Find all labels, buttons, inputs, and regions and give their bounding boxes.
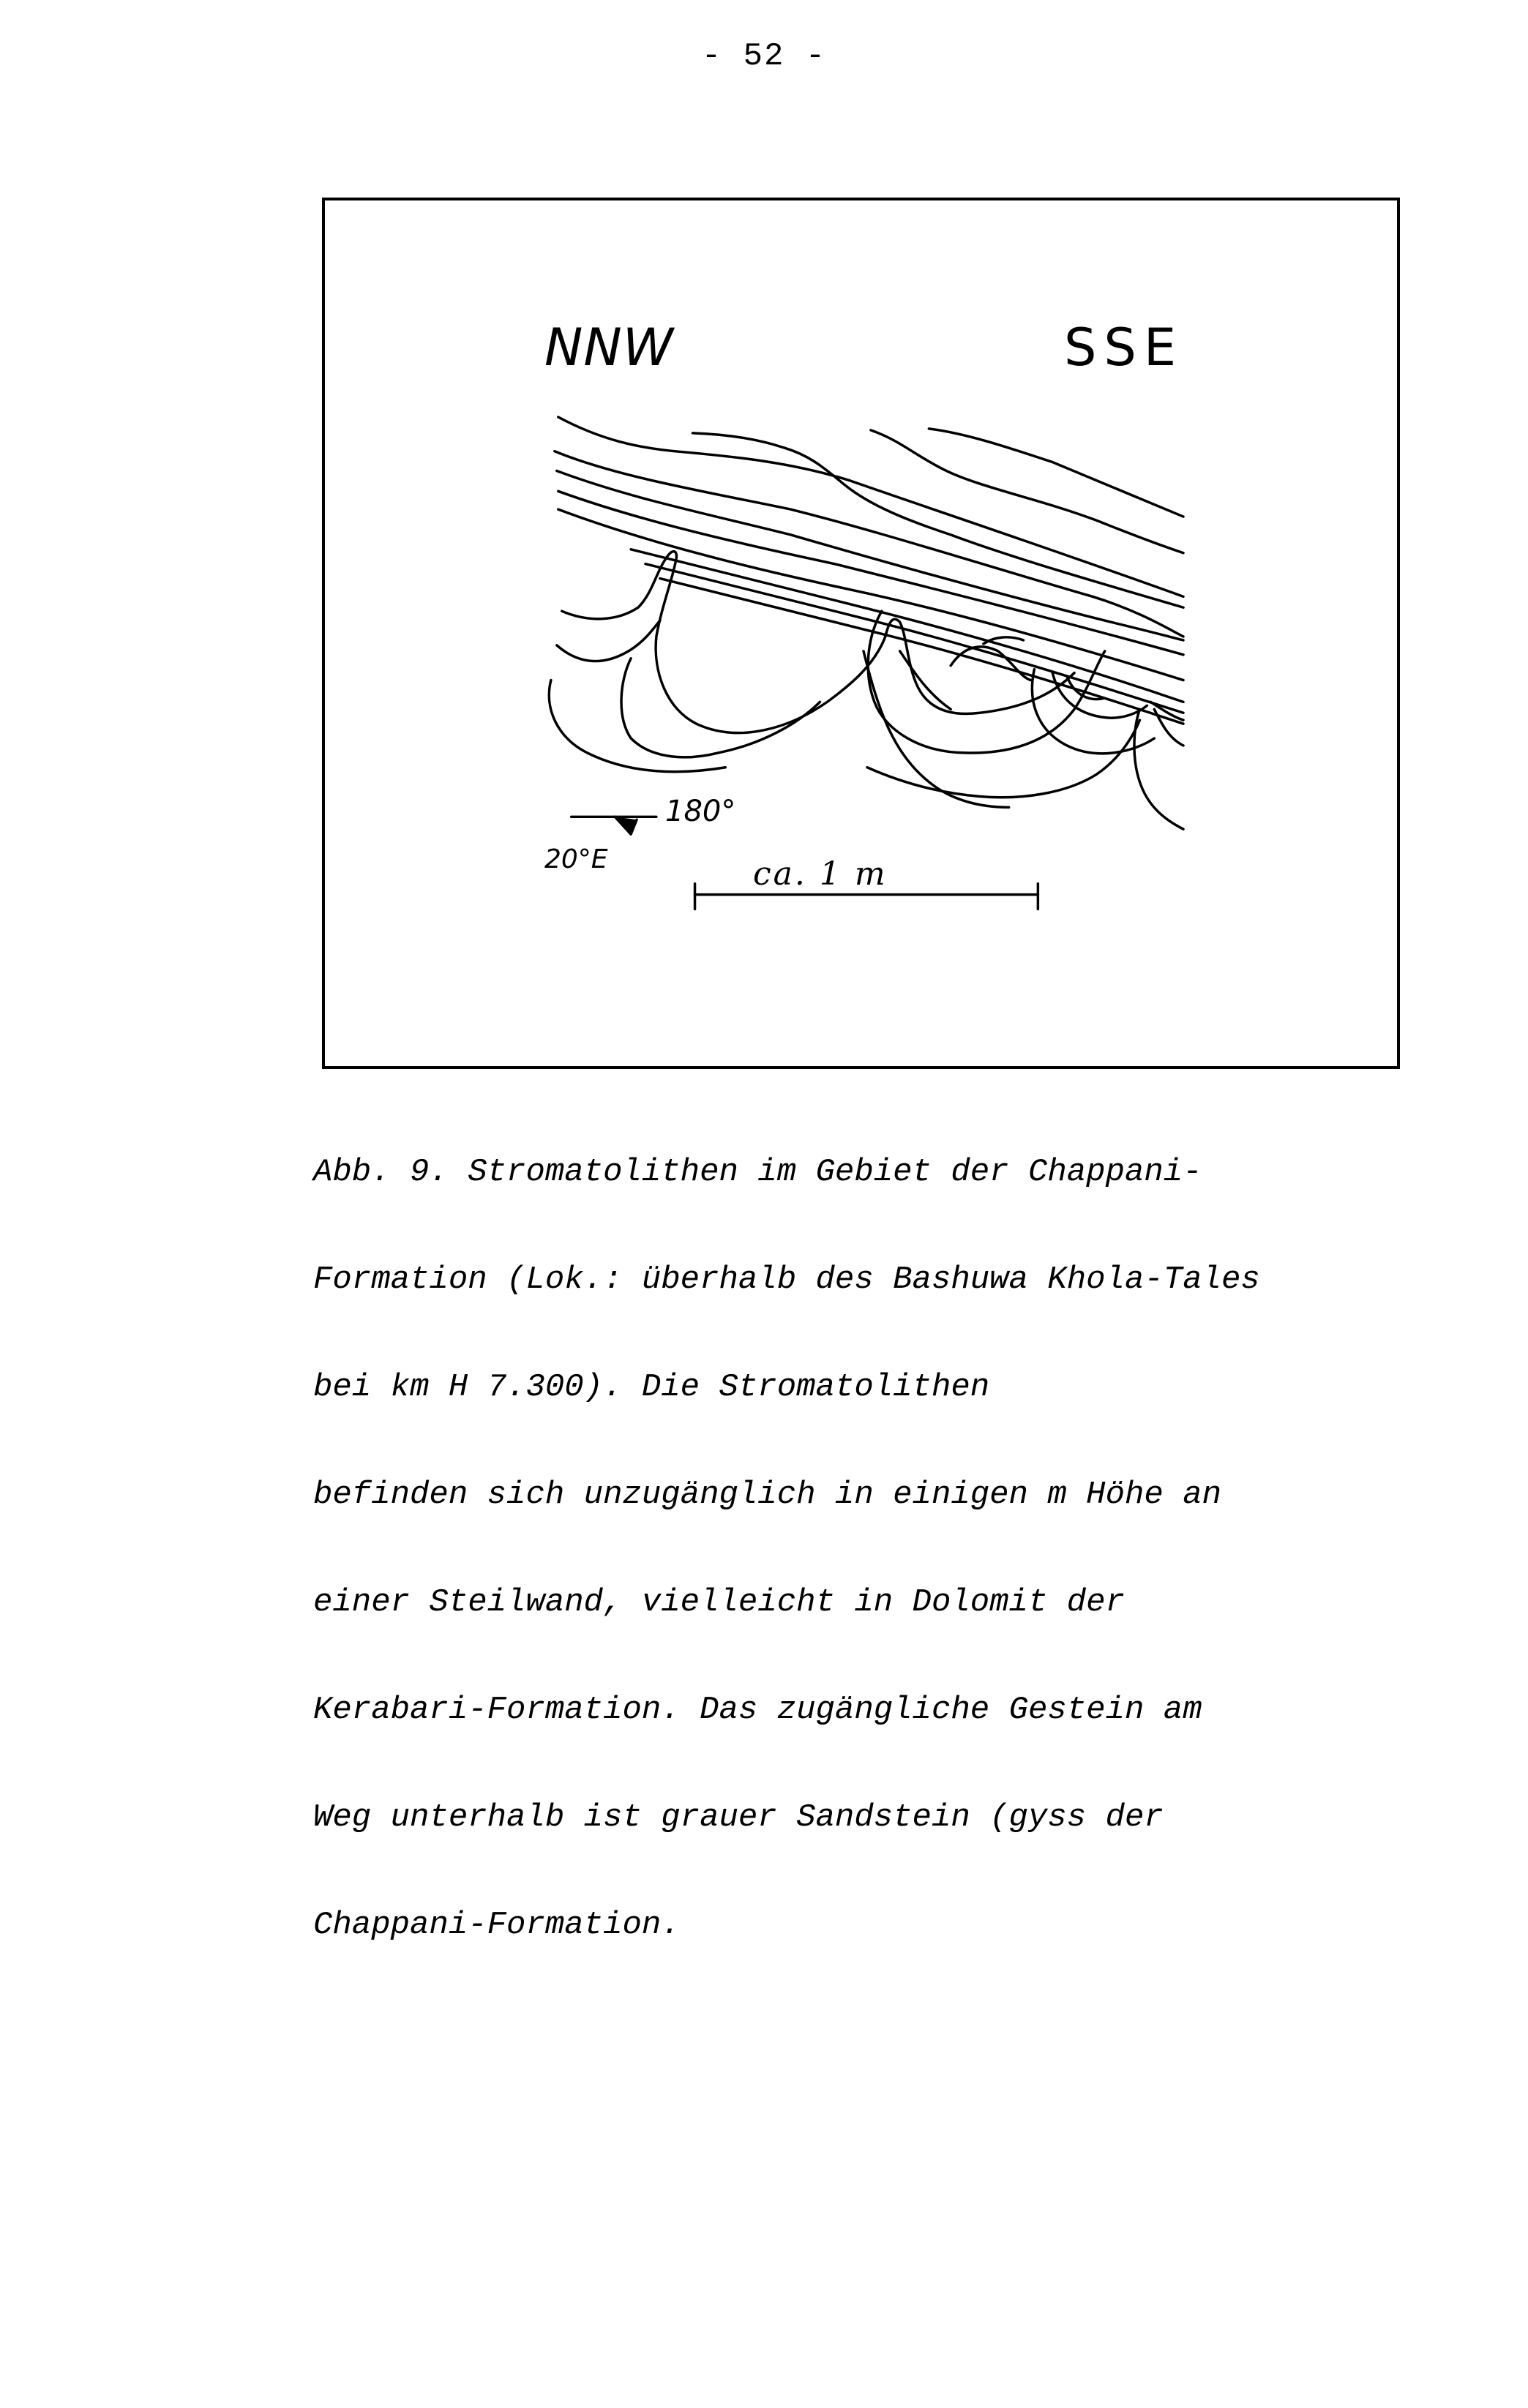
strata-line	[631, 550, 1183, 702]
dip-label: 20°E	[544, 844, 608, 874]
stromatolith-dome	[557, 620, 660, 661]
stromatolith-dome	[864, 651, 1009, 808]
page-number: - 52 -	[701, 38, 827, 75]
caption-line: Kerabari-Formation. Das zugängliche Gestein am	[313, 1692, 1202, 1728]
caption-line: Abb. 9. Stromatolithen im Gebiet der Chappani-	[313, 1154, 1202, 1190]
figure-frame	[322, 198, 1400, 1069]
direction-label-left: NNW	[544, 318, 674, 378]
caption-line: Formation (Lok.: überhalb des Bashuwa Khola-Tales	[313, 1261, 1260, 1298]
stromatolith-drawing	[325, 200, 1397, 1066]
direction-label-right: SSE	[1064, 318, 1184, 378]
upper-wave	[929, 429, 1183, 517]
stromatolith-dome	[984, 637, 1024, 644]
bedding-line	[558, 417, 1183, 596]
stromatolith-dome	[562, 552, 1074, 733]
scale-label: ca. 1 m	[753, 855, 888, 893]
dip-tick	[615, 817, 637, 834]
caption-line: Weg unterhalb ist grauer Sandstein (gyss der	[313, 1799, 1164, 1836]
upper-wave	[871, 430, 1183, 553]
stromatolith-dome	[900, 651, 951, 709]
caption-line: befinden sich unzugänglich in einigen m Höhe an	[313, 1477, 1222, 1513]
strike-label: 180°	[665, 795, 736, 828]
upper-wave	[693, 433, 1183, 607]
stromatolith-dome	[621, 659, 820, 757]
figure-caption	[313, 1083, 1455, 1979]
stromatolith-dome	[1134, 709, 1183, 829]
caption-line: Chappani-Formation.	[313, 1907, 681, 1943]
caption-line: bei km H 7.300). Die Stromatolithen	[313, 1369, 990, 1406]
strata-line	[645, 564, 1183, 713]
caption-line: einer Steilwand, vielleicht in Dolomit der	[313, 1584, 1125, 1621]
